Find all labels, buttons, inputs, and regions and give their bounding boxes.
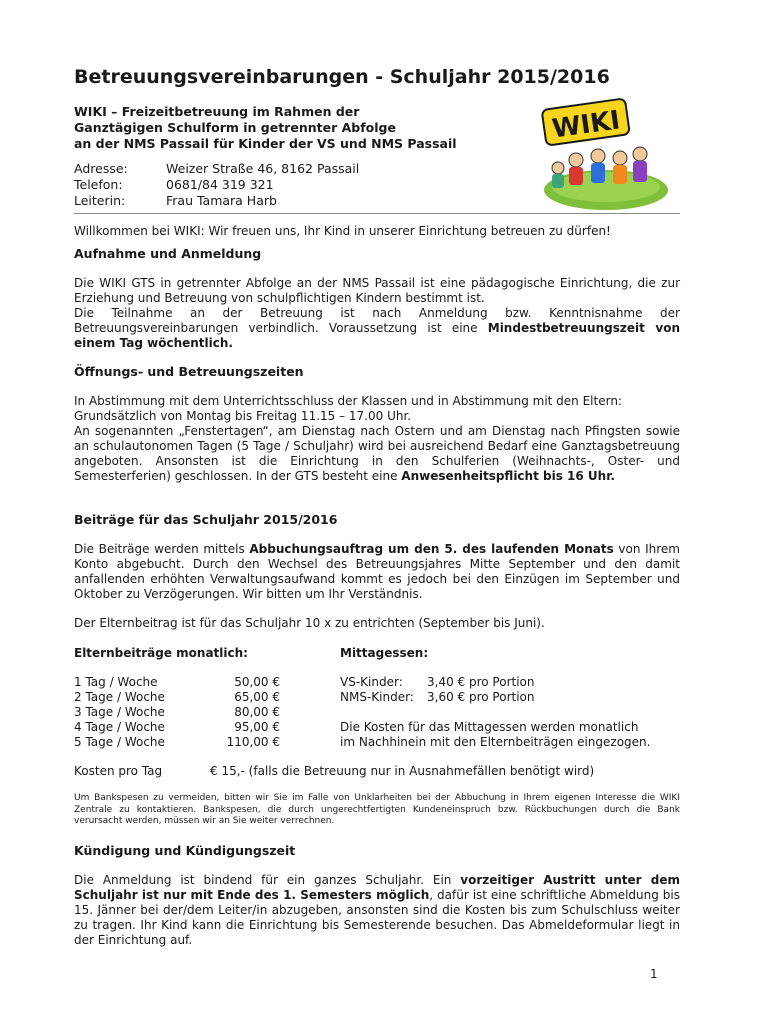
subheading-line-3: an der NMS Passail für Kinder der VS und NMS Passail: [74, 136, 457, 151]
contact-block: [74, 161, 359, 209]
hours-paragraph-1: In Abstimmung mit dem Unterrichtsschluss der Klassen und in Abstimmung mit den Eltern:: [74, 394, 622, 408]
fees-heading: Elternbeiträge monatlich:: [74, 646, 248, 660]
cancellation-paragraph: [74, 873, 680, 948]
fee-label: 5 Tage / Woche: [74, 735, 165, 749]
fee-value: 110,00 €: [226, 735, 280, 749]
hours-text: An sogenannten „Fenstertagen“, am Dienstag nach Ostern und am Dienstag nach Pfingsten sowie an schulautonomen Tagen (5 Tage / Schuljahr) wird bei ausreichend Bedarf eine Ganztagsbetreuung angeboten. Ansonsten ist die Einrichtung in den Schulferien (Weihnachts-, Oster- und Semesterferien) geschlossen. In der GTS besteht eine: [74, 424, 680, 483]
section-heading-admission: Aufnahme und Anmeldung: [74, 246, 262, 261]
meal-value: 3,40 € pro Portion: [427, 675, 535, 689]
admission-paragraph-1: Die WIKI GTS in getrennter Abfolge an der NMS Passail ist eine pädagogische Einrichtung, die zur Erziehung und Betreuung von schulpflichtigen Kindern bestimmt ist.: [74, 276, 680, 305]
meal-label: VS-Kinder:: [340, 675, 403, 689]
subheading-line-1: WIKI – Freizeitbetreuung im Rahmen der: [74, 104, 360, 119]
meal-value: 3,60 € pro Portion: [427, 690, 535, 704]
logo-text: WIKI: [550, 105, 622, 145]
fees-paragraph-1: [74, 542, 680, 602]
section-heading-cancellation: Kündigung und Kündigungszeit: [74, 843, 296, 858]
admission-paragraph-2: [74, 306, 680, 351]
meals-list: [340, 675, 680, 750]
cancellation-text-a: Die Anmeldung ist bindend für ein ganzes Schuljahr. Ein: [74, 873, 461, 887]
list-item: [74, 690, 280, 705]
address-label: Adresse:: [74, 161, 128, 176]
welcome-text: Willkommen bei WIKI: Wir freuen uns, Ihr Kind in unserer Einrichtung betreuen zu dürfen!: [74, 224, 611, 238]
page-title: Betreuungsvereinbarungen - Schuljahr 2015/2016: [74, 66, 610, 88]
address-value: Weizer Straße 46, 8162 Passail: [166, 161, 360, 176]
page-number: 1: [650, 967, 658, 981]
section-heading-fees: Beiträge für das Schuljahr 2015/2016: [74, 512, 338, 527]
hours-emphasis: Anwesenheitspflicht bis 16 Uhr.: [401, 469, 615, 483]
fees-text-b: von Ihrem Konto abgebucht. Durch den Wechsel des Betreuungsjahres Mitte September und den damit anfallenden erhöhten Verwaltungsaufwand kommt es jedoch bei den Einzügen im September und Oktober zu Verzögerungen. Wir bitten um Ihr Verständnis.: [74, 542, 680, 601]
hours-paragraph-2: Grundsätzlich von Montag bis Freitag 11.15 – 17.00 Uhr.: [74, 409, 412, 423]
meals-heading: Mittagessen:: [340, 646, 429, 660]
fees-list: [74, 675, 280, 750]
subheading-line-2: Ganztägigen Schulform in getrennter Abfolge: [74, 120, 396, 135]
fee-label: 1 Tag / Woche: [74, 675, 158, 689]
meal-label: NMS-Kinder:: [340, 690, 414, 704]
wiki-children-logo: [536, 94, 668, 212]
phone-value: 0681/84 319 321: [166, 177, 274, 192]
admission-emphasis: Mindestbetreuungszeit von einem Tag wöchentlich.: [74, 321, 680, 350]
list-item: [74, 735, 280, 750]
fee-value: 65,00 €: [234, 690, 280, 704]
lead-label: Leiterin:: [74, 193, 126, 208]
fees-text-a: Die Beiträge werden mittels: [74, 542, 250, 556]
hours-paragraph-3: [74, 424, 680, 484]
admission-text: Die Teilnahme an der Betreuung ist nach Anmeldung bzw. Kenntnisnahme der Betreuungsvereinbarungen verbindlich. Voraussetzung ist eine: [74, 306, 680, 335]
meals-note-line-1: Die Kosten für das Mittagessen werden monatlich: [340, 720, 639, 734]
program-subheading: [74, 104, 457, 152]
fee-label: 3 Tage / Woche: [74, 705, 165, 719]
fee-value: 80,00 €: [234, 705, 280, 719]
list-item: [340, 675, 680, 690]
list-item: [74, 675, 280, 690]
fees-paragraph-2: Der Elternbeitrag ist für das Schuljahr 10 x zu entrichten (September bis Juni).: [74, 616, 545, 630]
cancellation-text-b: , dafür ist eine schriftliche Abmeldung bis 15. Jänner bei der/dem Leiter/in abzugeben, ansonsten sind die Kosten bis zum Schulschluss weiter zu tragen. Ihr Kind kann die Einrichtung bis Semesterende besuchen. Das Abmeldeformular liegt in der Einrichtung auf.: [74, 888, 680, 947]
fees-emphasis: Abbuchungsauftrag um den 5. des laufenden Monats: [249, 542, 614, 556]
list-item: [74, 720, 280, 735]
phone-label: Telefon:: [74, 177, 123, 192]
list-item: [340, 690, 680, 705]
fees-meals-headings: [74, 646, 680, 661]
daily-cost-label: Kosten pro Tag: [74, 764, 163, 778]
lead-value: Frau Tamara Harb: [166, 193, 277, 208]
section-heading-opening-hours: Öffnungs- und Betreuungszeiten: [74, 364, 304, 379]
daily-cost-row: [74, 764, 594, 778]
fee-label: 4 Tage / Woche: [74, 720, 165, 734]
cancellation-emphasis: vorzeitiger Austritt unter dem Schuljahr ist nur mit Ende des 1. Semesters möglich: [74, 873, 681, 902]
list-item: [74, 705, 280, 720]
daily-cost-value: € 15,- (falls die Betreuung nur in Ausnahmefällen benötigt wird): [210, 764, 595, 778]
bank-fees-fine-print: Um Bankspesen zu vermeiden, bitten wir Sie im Falle von Unklarheiten bei der Abbuchung in Ihrem eigenen Interesse die WIKI Zentrale zu kontaktieren. Bankspesen, die durch ungerechtfertigten Kundeneinspruch bzw. Rückbuchungen durch die Bank verursacht werden, müssen wir an Sie weiter verrechnen.: [74, 793, 680, 826]
header-divider: [74, 213, 680, 214]
fee-label: 2 Tage / Woche: [74, 690, 165, 704]
fee-value: 95,00 €: [234, 720, 280, 734]
meals-note-line-2: im Nachhinein mit den Elternbeiträgen eingezogen.: [340, 735, 651, 749]
fee-value: 50,00 €: [234, 675, 280, 689]
